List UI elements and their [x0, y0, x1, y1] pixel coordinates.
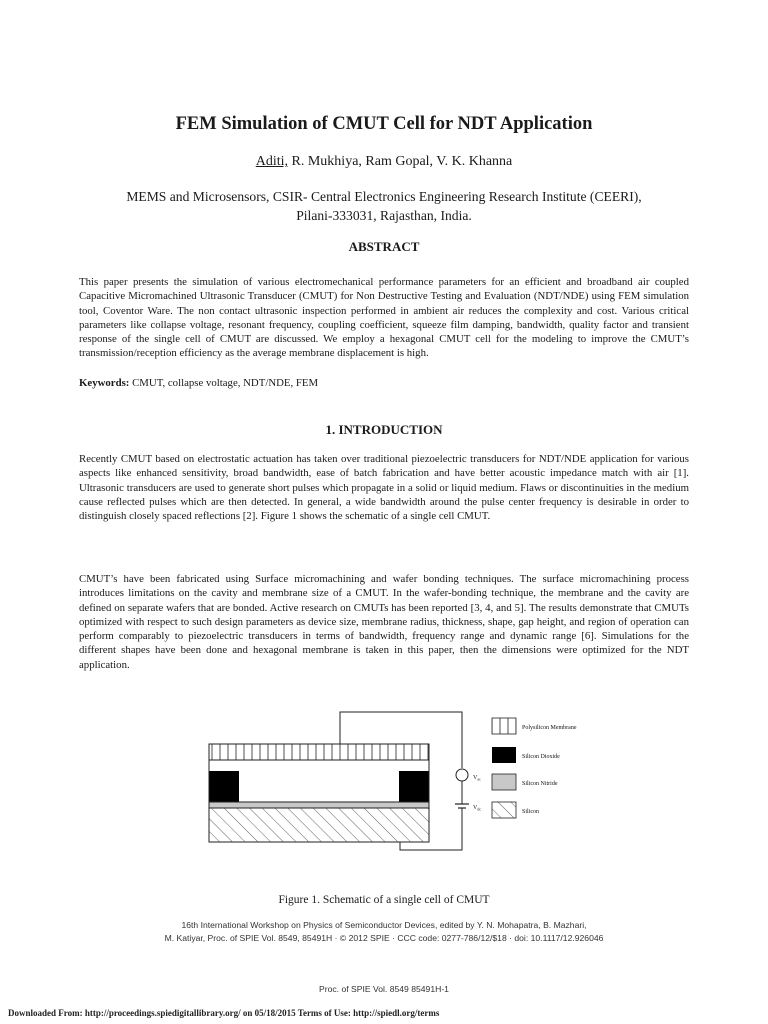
- affiliation-line-2: Pilani-333031, Rajasthan, India.: [296, 208, 472, 223]
- legend-swatch-silicon: [492, 802, 516, 818]
- author-list: [0, 154, 768, 170]
- ac-source-icon: [456, 769, 468, 781]
- vdc-label: $V_{dc}$: [473, 805, 482, 812]
- keywords-list: CMUT, collapse voltage, NDT/NDE, FEM: [129, 377, 319, 389]
- legend-swatch-nitride: [492, 774, 516, 790]
- silicon-nitride-layer: [209, 802, 429, 808]
- keywords-label: Keywords:: [79, 377, 130, 389]
- figure-caption: Figure 1. Schematic of a single cell of CMUT: [278, 894, 490, 906]
- silicon-substrate: [209, 808, 429, 842]
- legend-label-oxide: Silicon Dioxide: [522, 754, 560, 760]
- paper-title: FEM Simulation of CMUT Cell for NDT Application: [175, 114, 593, 134]
- legend-label-nitride: Silicon Nitride: [522, 781, 558, 787]
- intro-paragraph-1: Recently CMUT based on electrostatic actuation has taken over traditional piezoelectric transducers for NDT/NDE application for various aspects like enhanced sensitivity, broad bandwidth, ease of batch fabrication and have better acoustic impedance match with air [1]. Ultrasonic transducers are used to generate short pulses which propagate in a solid or liquid medium. Flaws or discontinuities in the medium cause reflected pulses which are then detected. In general, a wide bandwidth around the pulse center frequency is desirable in order to distinguish closely spaced reflections [2]. Figure 1 shows the schematic of a single cell CMUT.: [79, 453, 689, 523]
- section-heading-introduction: 1. INTRODUCTION: [325, 422, 443, 437]
- legend-label-polysilicon: Polysilicon Membrane: [522, 725, 577, 731]
- affiliation: [60, 187, 708, 225]
- vac-label: $V_{ac}$: [473, 775, 481, 782]
- first-author: Aditi,: [255, 154, 289, 169]
- page-identifier: Proc. of SPIE Vol. 8549 85491H-1: [319, 984, 449, 994]
- legend-label-silicon: Silicon: [522, 809, 540, 815]
- abstract-heading: ABSTRACT: [348, 239, 420, 254]
- legend-swatch-polysilicon: [492, 718, 516, 734]
- keywords: [79, 376, 689, 390]
- footer-line-2: M. Katiyar, Proc. of SPIE Vol. 8549, 85491H · © 2012 SPIE · CCC code: 0277-786/12/$18 · doi: 10.1117/12.926046: [164, 932, 604, 943]
- footer-line-1: 16th International Workshop on Physics of Semiconductor Devices, edited by Y. N. Mohapatra, B. Mazhari,: [181, 920, 587, 930]
- cavity: [209, 760, 429, 802]
- affiliation-line-1: MEMS and Microsensors, CSIR- Central Electronics Engineering Research Institute (CEERI),: [126, 189, 642, 204]
- download-notice: Downloaded From: http://proceedings.spiedigitallibrary.org/ on 05/18/2015 Terms of Use: http://spiedl.org/terms: [8, 1008, 440, 1018]
- abstract-text: This paper presents the simulation of various electromechanical performance parameters for an efficient and broadband air coupled Capacitive Micromachined Ultrasonic Transducer (CMUT) for Non Destructive Testing and Evaluation (NDT/NDE) using FEM simulation tool, Coventor Ware. The non contact ultrasonic inspection performed in ambient air reduces the complexity and cost. Various critical parameters like collapse voltage, resonant frequency, coupling coefficient, squeeze film damping, bandwidth, quality factor and transient response of the single cell of CMUT are discussed. We employ a hexagonal CMUT cell for the modeling to improve the CMUT’s transmission/reception efficiency as the average membrane displacement is high.: [79, 276, 689, 360]
- co-authors: R. Mukhiya, Ram Gopal, V. K. Khanna: [288, 154, 513, 169]
- polysilicon-membrane: [209, 744, 429, 760]
- silicon-dioxide-left: [209, 771, 239, 802]
- cmut-schematic-figure: [200, 708, 620, 858]
- silicon-dioxide-right: [399, 771, 429, 802]
- conference-footer: [60, 919, 708, 944]
- legend-swatch-oxide: [492, 747, 516, 763]
- intro-paragraph-2: CMUT’s have been fabricated using Surface micromachining and wafer bonding techniques. The surface micromachining process introduces limitations on the cavity and membrane size of a CMUT. In the wafer-bonding technique, the membrane and the cavity are defined on separate wafers that are bonded. Active research on CMUTs has been reported [3, 4, and 5]. The results demonstrate that CMUTs optimized with respect to such design parameters as device size, membrane radius, thickness, shape, gap height, and region of operation can perform comparably to piezoelectric transducers in terms of bandwidth, frequency range and dynamic range [6]. Simulations for the different shapes have been done and hexagonal membrane is taken in this paper, then the dimensions were optimized for the NDT application.: [79, 573, 689, 671]
